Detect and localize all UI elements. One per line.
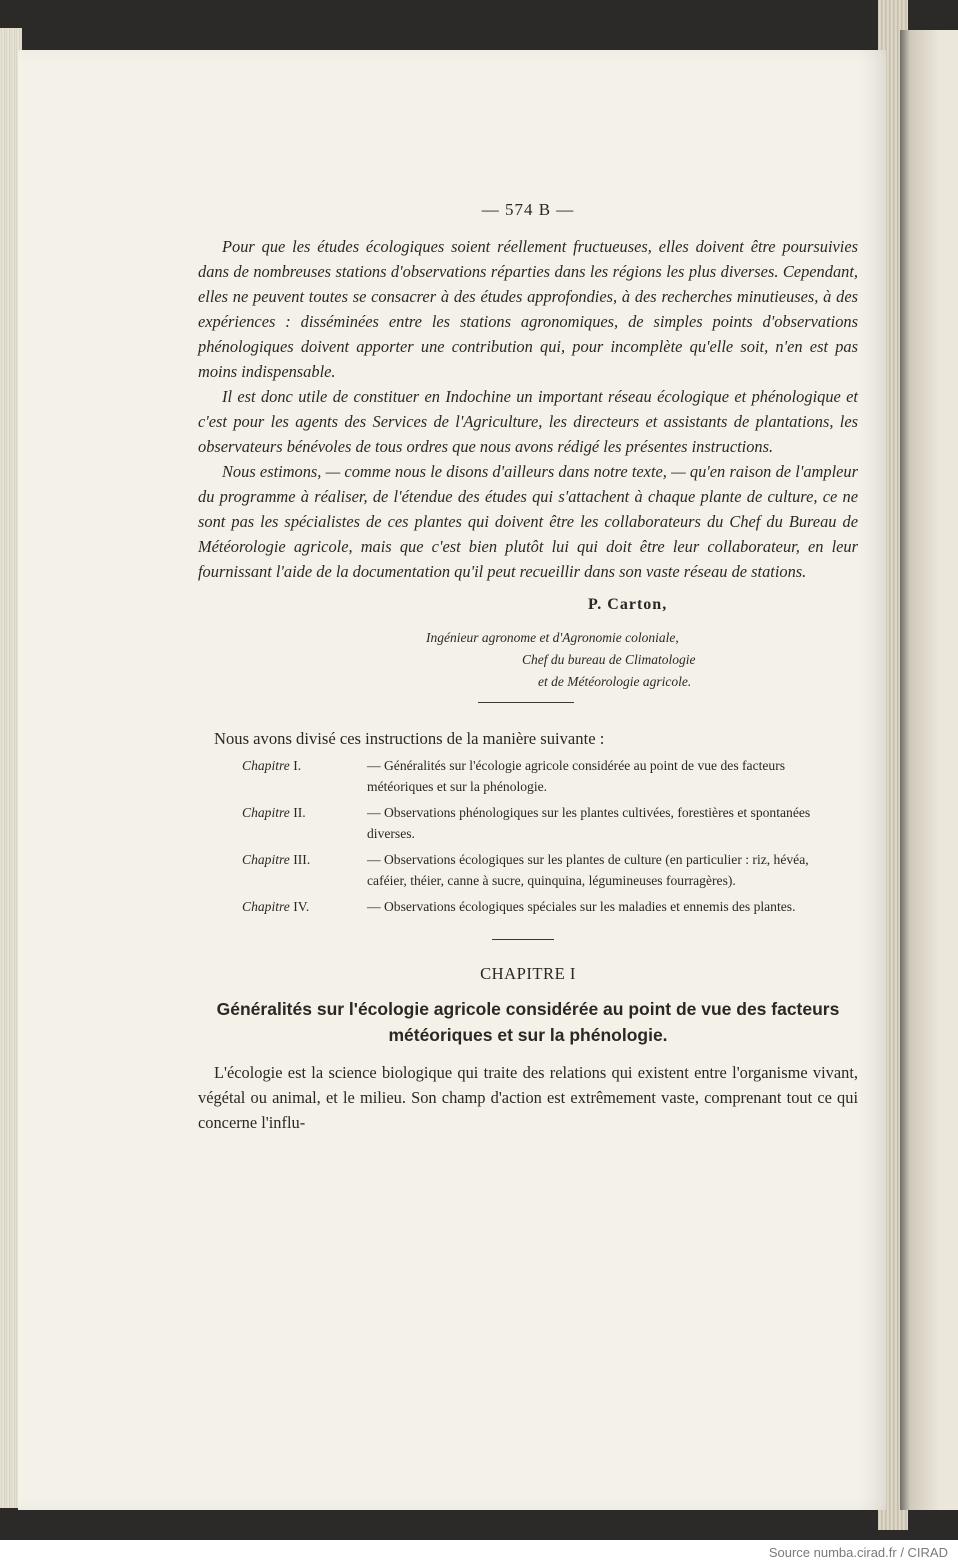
chapter-label: Chapitre	[242, 805, 290, 820]
chapter-number: IV.	[293, 899, 310, 914]
source-credit: Source numba.cirad.fr / CIRAD	[768, 1545, 948, 1560]
preface-paragraph-2: Il est donc utile de constituer en Indochine un important réseau écologique et phénologique et c'est pour les agents des Services de l'Agriculture, les directeurs et assistants de plantations, les observateurs bénévoles de tous ordres que nous avons rédigé les présentes instructions.	[198, 387, 858, 456]
chapter-text: — Observations écologiques sur les plantes de culture (en particulier : riz, hévéa, caféier, théier, canne à sucre, quinquina, légumineuses fourragères).	[367, 852, 809, 888]
chapter-entry-3	[242, 849, 858, 891]
chapter-label: Chapitre	[242, 852, 290, 867]
chapter-number: II.	[293, 805, 306, 820]
preface-paragraph-1: Pour que les études écologiques soient réellement fructueuses, elles doivent être poursuivies dans de nombreuses stations d'observations réparties dans les régions les plus diverses. Cependant, elles ne peuvent toutes se consacrer à des études approfondies, à des recherches minutieuses, à des expériences : disséminées entre les stations agronomiques, de simples points d'observations phénologiques doivent apporter une contribution qui, pour incomplète qu'elle soit, n'en est pas moins indispensable.	[198, 237, 858, 381]
divider-rule	[478, 702, 574, 703]
signature-title-1: Ingénieur agronome et d'Agronomie coloniale,	[426, 630, 679, 645]
divider-rule-2	[492, 939, 554, 940]
chapter-text: — Généralités sur l'écologie agricole considérée au point de vue des facteurs météoriques et sur la phénologie.	[367, 758, 786, 794]
signature-block	[198, 596, 858, 696]
signature-title-3: et de Météorologie agricole.	[538, 674, 692, 689]
chapter-entry-2	[242, 802, 858, 844]
page-content	[198, 200, 858, 1135]
chapter-list	[242, 755, 858, 917]
next-page-sliver	[900, 30, 958, 1510]
italic-preface	[198, 234, 858, 584]
chapter-text: — Observations phénologiques sur les plantes cultivées, forestières et spontanées diverses.	[367, 805, 811, 841]
toc-intro: Nous avons divisé ces instructions de la manière suivante :	[214, 729, 605, 748]
chapter-subtitle: Généralités sur l'écologie agricole considérée au point de vue des facteurs météoriques et sur la phénologie.	[216, 999, 840, 1045]
chapter-label: Chapitre	[242, 758, 290, 773]
chapter-number: III.	[293, 852, 311, 867]
chapter-entry-1	[242, 755, 858, 797]
page-number: — 574 B —	[481, 200, 575, 219]
chapter-label: Chapitre	[242, 899, 290, 914]
chapter-text: — Observations écologiques spéciales sur les maladies et ennemis des plantes.	[367, 899, 796, 914]
chapter-heading: CHAPITRE I	[480, 964, 576, 983]
chapter-entry-4	[242, 896, 858, 917]
chapter-number: I.	[293, 758, 302, 773]
signature-title-2: Chef du bureau de Climatologie	[522, 652, 696, 667]
body-text	[198, 1060, 858, 1135]
body-paragraph: L'écologie est la science biologique qui traite des relations qui existent entre l'organisme vivant, végétal ou animal, et le milieu. Son champ d'action est extrêmement vaste, comprenant tout ce qui concerne l'influ-	[198, 1063, 858, 1132]
preface-paragraph-3: Nous estimons, — comme nous le disons d'ailleurs dans notre texte, — qu'en raison de l'ampleur du programme à réaliser, de l'étendue des études qui s'attachent à chaque plante de culture, ce ne sont pas les spécialistes de ces plantes qui doivent être les collaborateurs du Chef du Bureau de Météorologie agricole, mais que c'est bien plutôt lui qui doit être leur collaborateur, en leur fournissant l'aide de la documentation qu'il peut recueillir dans son vaste réseau de stations.	[198, 462, 858, 581]
signature-name: P. Carton,	[588, 596, 668, 613]
